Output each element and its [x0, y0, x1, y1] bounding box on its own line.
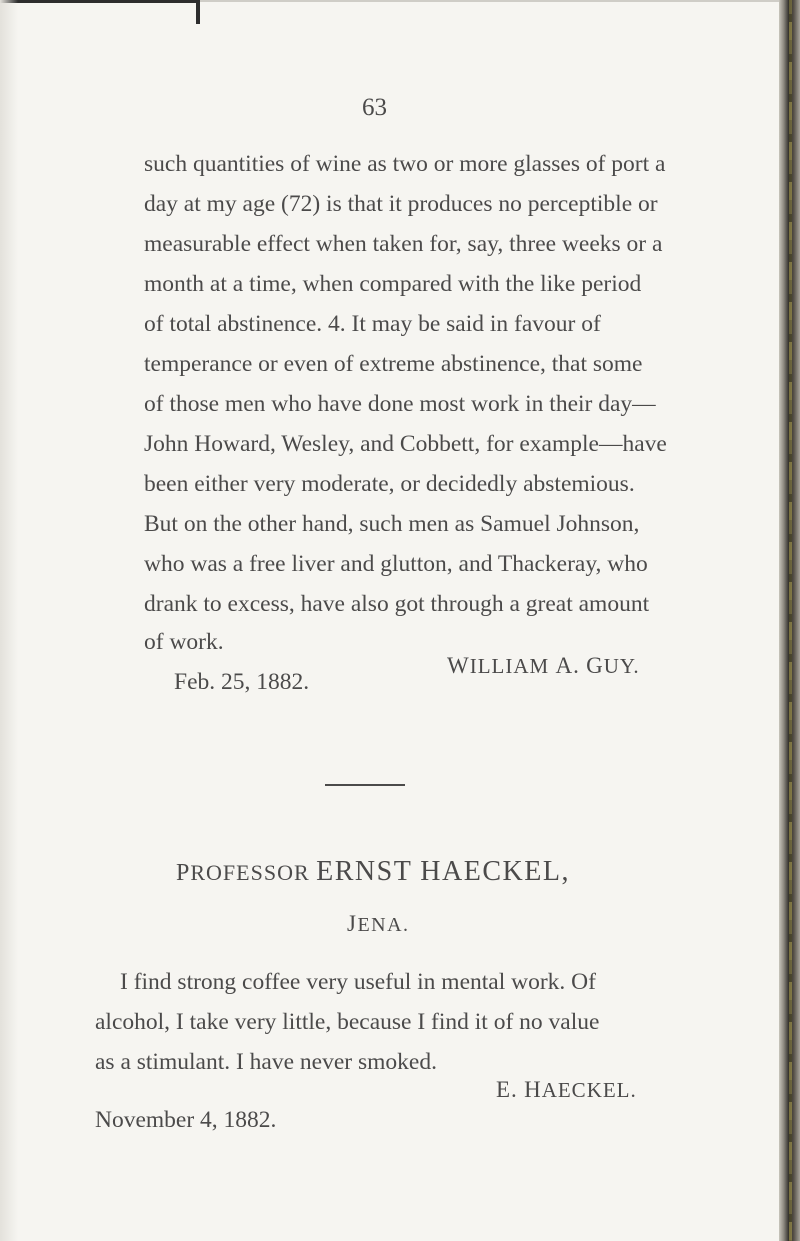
page-number: 63 [362, 94, 387, 121]
text-line: of total abstinence. 4. It may be said in favour of [144, 311, 601, 337]
text-line: temperance or even of extreme abstinence, that some [144, 351, 643, 377]
text-line: who was a free liver and glutton, and Thackeray, who [144, 551, 648, 577]
letter-date: November 4, 1882. [95, 1107, 277, 1133]
signature-smallcaps: UY. [603, 654, 640, 678]
text-line: But on the other hand, such men as Samuel Johnson, [144, 511, 640, 537]
text-line: drank to excess, have also got through a great amount [144, 591, 650, 617]
text-line: I find strong coffee very useful in mental work. Of [120, 969, 596, 995]
text-line: John Howard, Wesley, and Cobbett, for example—have [144, 431, 667, 457]
section-place [347, 910, 410, 939]
signature-initial: W [447, 653, 470, 678]
text-line: month at a time, when compared with the like period [144, 271, 642, 297]
signature-initial: G [586, 653, 604, 678]
signature-smallcaps: AECKEL. [541, 1078, 637, 1102]
page-left-shadow [0, 0, 18, 1241]
text-line: as a stimulant. I have never smoked. [95, 1049, 437, 1075]
text-line: been either very moderate, or decidedly abstemious. [144, 471, 635, 497]
signature-initial: H [524, 1077, 542, 1102]
section-divider [325, 784, 405, 786]
book-spine-binding [789, 0, 792, 1241]
place-smallcaps: ENA. [357, 914, 410, 936]
signature-middle: A. [555, 653, 580, 678]
place-initial: J [347, 911, 358, 936]
text-line: measurable effect when taken for, say, three weeks or a [144, 231, 663, 257]
heading-name: ERNST HAECKEL, [316, 856, 570, 887]
heading-smallcaps: ROFESSOR [190, 860, 310, 885]
signature-haeckel [496, 1076, 637, 1104]
page-corner-border [0, 0, 200, 24]
heading-initial: P [176, 860, 191, 886]
signature-smallcaps: ILLIAM [469, 654, 550, 678]
letter-date: Feb. 25, 1882. [174, 669, 310, 695]
signature-initial: E. [496, 1077, 518, 1102]
text-line: such quantities of wine as two or more glasses of port a [144, 151, 666, 177]
text-line: of work. [144, 629, 224, 655]
signature-william-guy [447, 652, 640, 680]
section-heading [176, 858, 570, 887]
text-line: day at my age (72) is that it produces no perceptible or [144, 191, 658, 217]
text-line: of those men who have done most work in their day— [144, 391, 656, 417]
text-line: alcohol, I take very little, because I find it of no value [95, 1009, 600, 1035]
